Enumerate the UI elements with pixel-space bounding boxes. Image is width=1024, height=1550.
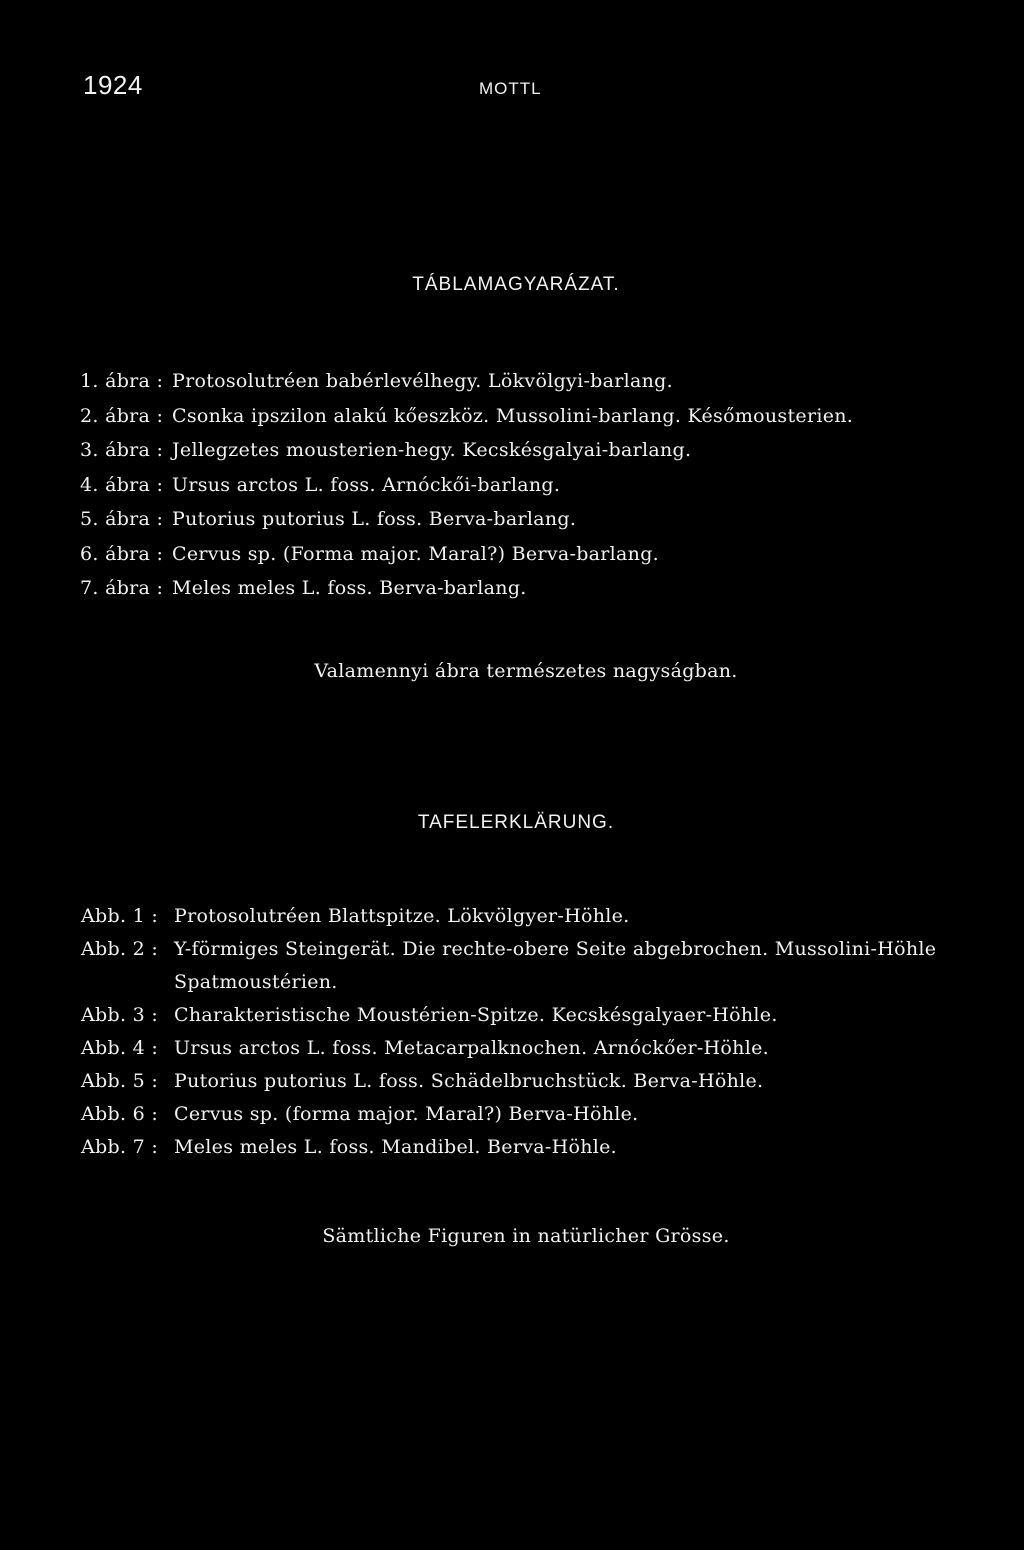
figure-caption: Meles meles L. foss. Berva-barlang. — [172, 577, 527, 599]
figure-caption: Charakteristische Moustérien-Spitze. Kecskésgalyaer-Höhle. — [174, 1004, 778, 1026]
figure-caption: Csonka ipszilon alakú kőeszköz. Mussolini-barlang. Későmousterien. — [172, 404, 854, 427]
list-item — [80, 433, 853, 468]
list-item — [80, 399, 853, 434]
list-item — [81, 900, 936, 933]
list-item — [80, 571, 853, 606]
list-item — [80, 468, 853, 503]
figure-label: 3. ábra : — [80, 439, 164, 461]
hungarian-note: Valamennyi ábra természetes nagyságban. — [314, 660, 738, 682]
figure-label: 2. ábra : — [80, 404, 164, 427]
figure-label: Abb. 2 : — [81, 938, 159, 960]
header-author: MOTTL — [479, 79, 542, 98]
figure-label: 6. ábra : — [80, 542, 164, 565]
list-item — [81, 933, 936, 966]
german-note: Sämtliche Figuren in natürlicher Grösse. — [322, 1225, 730, 1247]
figure-caption: Y-förmiges Steingerät. Die rechte-obere Seite abgebrochen. Mussolini-Höhle — [174, 938, 937, 960]
figure-label: Abb. 5 : — [81, 1070, 159, 1092]
list-item — [81, 1065, 936, 1098]
hungarian-figure-list — [80, 364, 853, 606]
figure-label: 1. ábra : — [80, 370, 164, 392]
german-title: TAFELERKLÄRUNG. — [417, 812, 615, 833]
figure-caption: Ursus arctos L. foss. Arnóckői-barlang. — [172, 473, 561, 496]
figure-caption: Ursus arctos L. foss. Metacarpalknochen. Arnóckőer-Höhle. — [174, 1037, 769, 1059]
figure-caption: Putorius putorius L. foss. Schädelbruchstück. Berva-Höhle. — [174, 1070, 764, 1092]
figure-label: Abb. 6 : — [81, 1103, 159, 1125]
figure-label: Abb. 7 : — [81, 1136, 159, 1158]
list-item — [80, 537, 853, 572]
header-year: 1924 — [83, 70, 143, 100]
figure-label: 5. ábra : — [80, 508, 164, 530]
figure-label: Abb. 3 : — [81, 1004, 159, 1026]
figure-caption-continuation: Spatmoustérien. — [174, 971, 338, 993]
figure-label: Abb. 4 : — [81, 1037, 159, 1059]
list-item-continuation — [81, 966, 936, 999]
figure-label: Abb. 1 : — [81, 905, 159, 927]
list-item — [80, 502, 853, 537]
german-figure-list — [81, 900, 936, 1164]
figure-label: 4. ábra : — [80, 473, 164, 496]
list-item — [81, 1098, 936, 1131]
list-item — [81, 1131, 936, 1164]
figure-caption: Jellegzetes mousterien-hegy. Kecskésgalyai-barlang. — [172, 439, 692, 461]
figure-label: 7. ábra : — [80, 577, 164, 599]
hungarian-title: TÁBLAMAGYARÁZAT. — [412, 274, 620, 295]
figure-caption: Cervus sp. (forma major. Maral?) Berva-Höhle. — [174, 1103, 639, 1125]
figure-caption: Meles meles L. foss. Mandibel. Berva-Höhle. — [174, 1136, 618, 1158]
list-item — [81, 1032, 936, 1065]
figure-caption: Protosolutréen babérlevélhegy. Lökvölgyi-barlang. — [172, 370, 673, 392]
figure-caption: Putorius putorius L. foss. Berva-barlang. — [172, 508, 577, 530]
list-item — [80, 364, 853, 399]
list-item — [81, 999, 936, 1032]
figure-caption: Cervus sp. (Forma major. Maral?) Berva-barlang. — [172, 542, 660, 565]
figure-caption: Protosolutréen Blattspitze. Lökvölgyer-Höhle. — [174, 905, 630, 927]
